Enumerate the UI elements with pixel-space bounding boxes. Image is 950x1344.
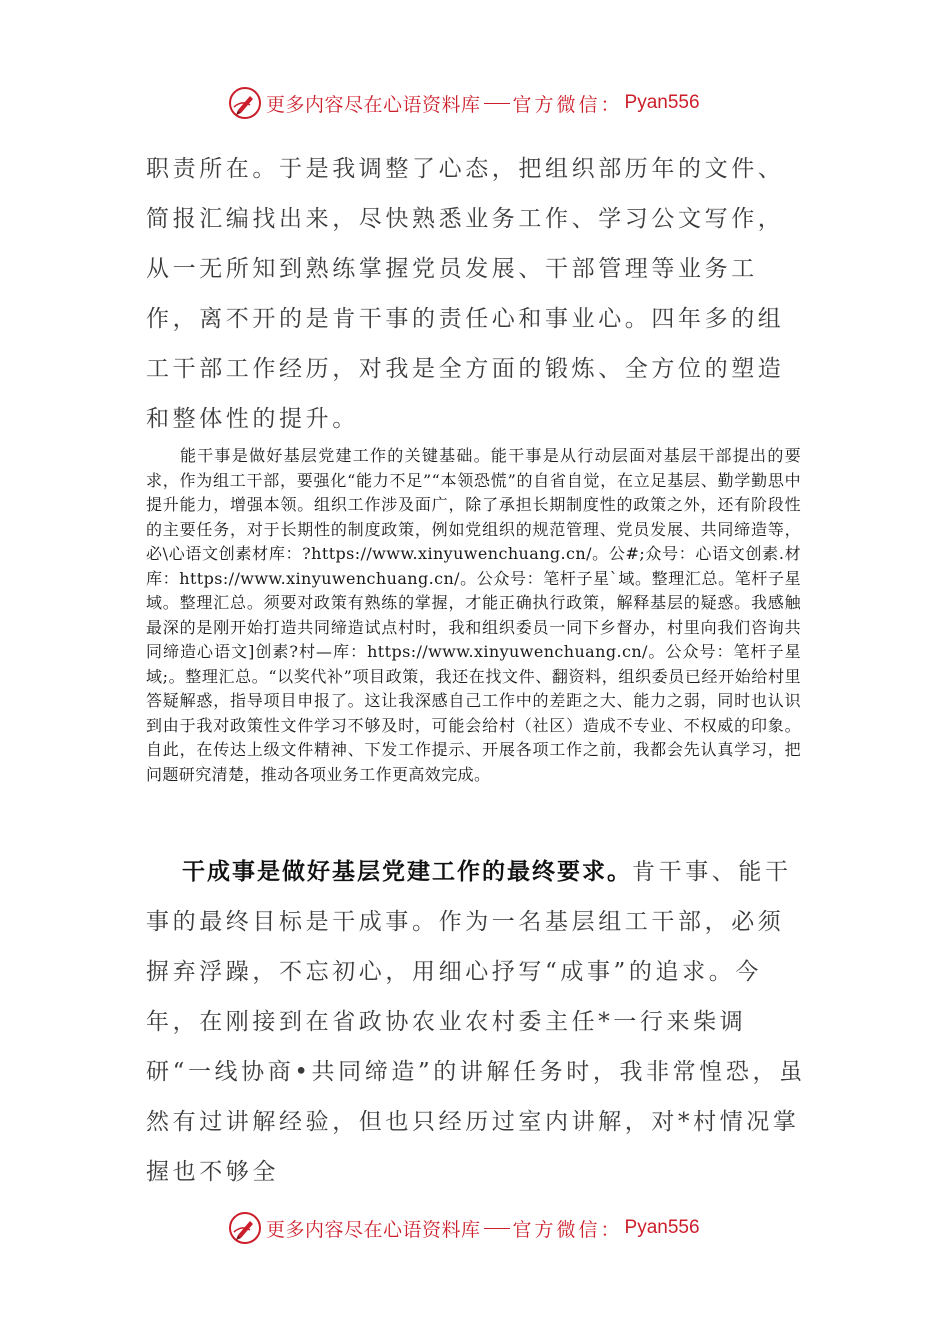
banner-dash: [484, 103, 510, 104]
pen-logo-icon: [228, 1211, 262, 1245]
header-banner: [228, 86, 700, 120]
banner-wechat-id: Pyan556: [624, 1217, 700, 1238]
pen-logo-icon: [228, 86, 262, 120]
banner-dash: [484, 1228, 510, 1229]
banner-text: 更多内容尽在心语资料库: [266, 1218, 481, 1241]
paragraph-3-lead: 干成事是做好基层党建工作的最终要求。: [182, 858, 632, 885]
footer-banner: [228, 1211, 700, 1245]
banner-official-label: 官方微信：: [512, 1218, 623, 1241]
banner-official-label: 官方微信：: [512, 93, 623, 116]
paragraph-2: 能干事是做好基层党建工作的关键基础。能干事是从行动层面对基层干部提出的要求，作为组工干部，要强化“能力不足”“本领恐慌”的自省自觉，在立足基层、勤学勤思中提升能力，增强本领。组织工作涉及面广，除了承担长期制度性的政策之外，还有阶段性的主要任务，对于长期性的制度政策，例如党组织的规范管理、党员发展、共同缔造等，必\心语文创素材库：?https://www.xinyuwenchuang.cn/。公#;众号：心语文创素.材库：https://www.xinyuwenchuang.cn/。公众号：笔杆子星`域。整理汇总。笔杆子星域。整理汇总。须要对政策有熟练的掌握，才能正确执行政策，解释基层的疑惑。我感触最深的是刚开始打造共同缔造试点村时，我和组织委员一同下乡督办，村里向我们咨询共同缔造心语文]创素?村—库：https://www.xinyuwenchuang.cn/。公众号：笔杆子星域;。整理汇总。“以奖代补”项目政策，我还在找文件、翻资料，组织委员已经开始给村里答疑解惑，指导项目申报了。这让我深感自己工作中的差距之大、能力之弱，同时也认识到由于我对政策性文件学习不够及时，可能会给村（社区）造成不专业、不权威的印象。自此，在传达上级文件精神、下发工作提示、开展各项工作之前，我都会先认真学习，把问题研究清楚，推动各项业务工作更高效完成。: [146, 446, 801, 784]
paragraph-3-text: 肯干事、能干事的最终目标是干成事。作为一名基层组工干部，必须摒弃浮躁，不忘初心，用细心抒写“成事”的追求。今年，在刚接到在省政协农业农村委主任*一行来柴调研“一线协商•共同缔造”的讲解任务时，我非常惶恐，虽然有过讲解经验，但也只经历过室内讲解，对*村情况掌握也不够全: [146, 859, 806, 1185]
paragraph-1: 职责所在。于是我调整了心态，把组织部历年的文件、简报汇编找出来，尽快熟悉业务工作、学习公文写作，从一无所知到熟练掌握党员发展、干部管理等业务工作，离不开的是肯干事的责任心和事业心。四年多的组工干部工作经历，对我是全方面的锻炼、全方位的塑造和整体性的提升。: [146, 156, 785, 432]
paragraph-3: [146, 847, 806, 1197]
banner-wechat-id: Pyan556: [624, 92, 700, 113]
banner-text: 更多内容尽在心语资料库: [266, 93, 481, 116]
